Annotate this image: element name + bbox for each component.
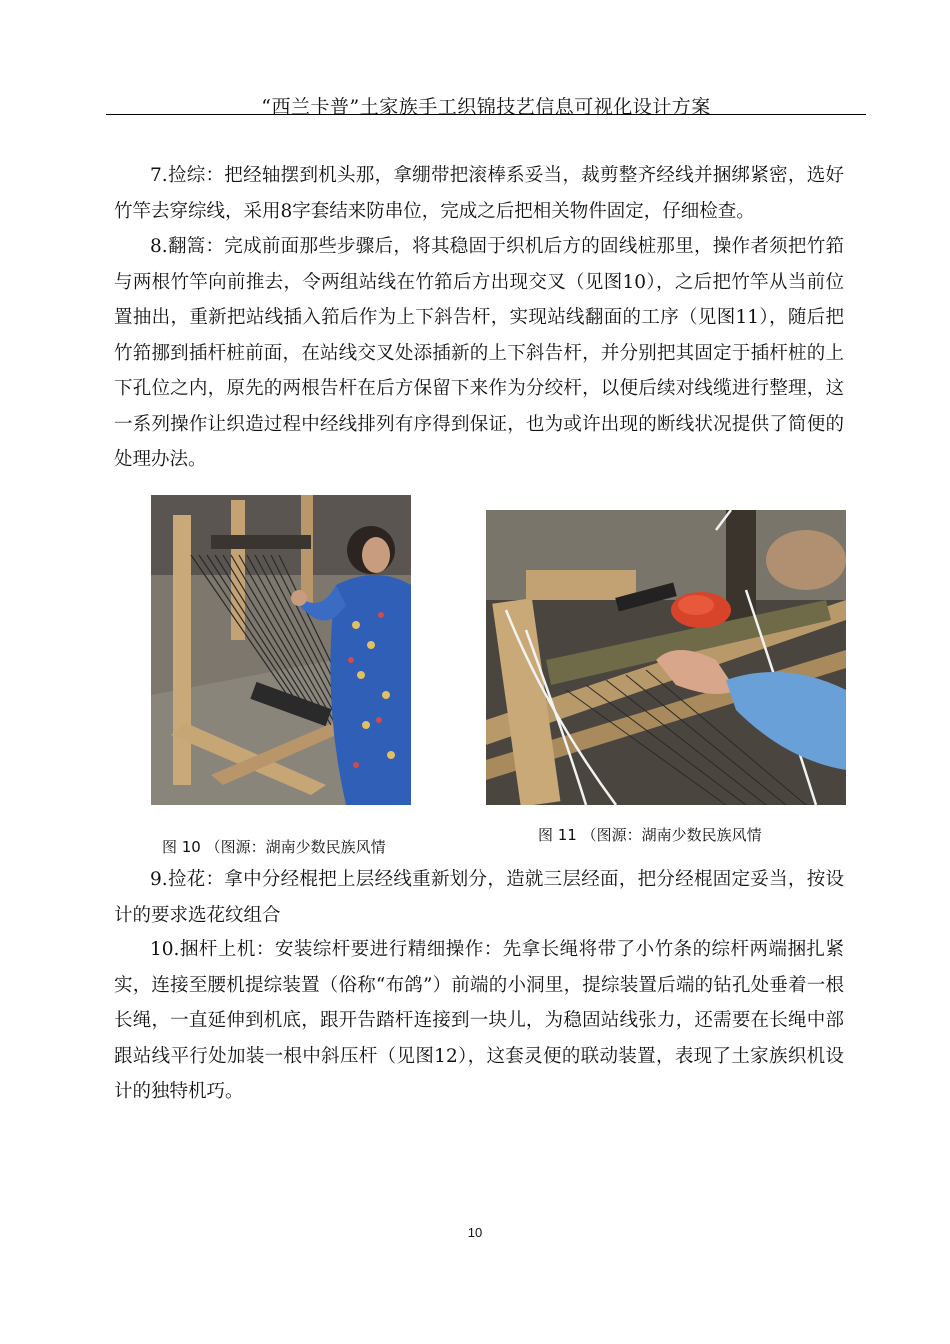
figure-11-photo [486,510,846,805]
paragraph-step-10: 10.捆杆上机：安装综杆要进行精细操作：先拿长绳将带了小竹条的综杆两端捆扎紧实，连接至腰机提综装置（俗称“布鸽”）前端的小洞里，提综装置后端的钻孔处垂着一根长绳，一直延伸到机底，跟开告踏杆连接到一块儿，为稳固站线张力，还需要在长绳中部跟站线平行处加装一根中斜压杆（见图12），这套灵便的联动装置，表现了土家族织机设计的独特机巧。 [114,939,844,1102]
figure-10-photo [151,495,411,805]
running-header-title: “西兰卡普”土家族手工织锦技艺信息可视化设计方案 [261,96,711,118]
paragraph-step-7: 7.捡综：把经轴摆到机头那，拿绷带把滚棒系妥当，裁剪整齐经线并捆绑紧密，选好竹竿去穿综线，采用8字套结来防串位，完成之后把相关物件固定，仔细检查。 [114,165,844,222]
page-number: 10 [467,1225,483,1240]
figure-11-caption: 图 11 （图源：湖南少数民族风情 [538,826,762,844]
paragraph-step-9: 9.捡花：拿中分经棍把上层经线重新划分，造就三层经面，把分经棍固定妥当，按设计的要求选花纹组合 [114,869,844,926]
header-rule [106,114,866,115]
paragraph-step-8: 8.翻篙：完成前面那些步骤后，将其稳固于织机后方的固线桩那里，操作者须把竹筘与两根竹竿向前推去，令两组站线在竹筘后方出现交叉（见图10），之后把竹竿从当前位置抽出，重新把站线插入筘后作为上下斜告杆，实现站线翻面的工序（见图11），随后把竹筘挪到插杆桩前面，在站线交叉处添插新的上下斜告杆，并分别把其固定于插杆桩的上下孔位之内，原先的两根告杆在后方保留下来作为分绞杆，以便后续对线缆进行整理，这一系列操作让织造过程中经线排列有序得到保证，也为或许出现的断线状况提供了简便的处理办法。 [114,236,844,470]
figure-10-caption: 图 10 （图源：湖南少数民族风情 [162,838,386,856]
